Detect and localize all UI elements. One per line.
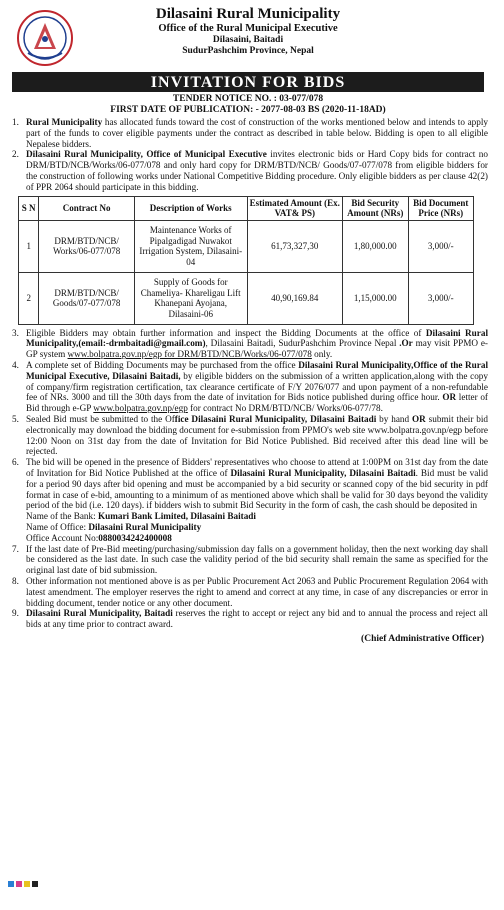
bank-name: Kumari Bank Limited, Dilasaini Baitadi <box>97 511 256 522</box>
signature-line: (Chief Administrative Officer) <box>361 633 484 644</box>
notice-item-3: 3. Eligible Bidders may obtain further information and inspect the Bidding Documents at the office of Dilasaini Rural Municipality,(email:-drmbaitadi@gmail.com), Dilasaini Baitadi, SudurPashchim Province Nepal .Or may visit PPMO e-GP system www.bolpatra.gov.np/egp for DRM/BTD/NCB/Works/06-077/078 only. <box>12 327 488 360</box>
notice-item-7: 7. If the last date of Pre-Bid meeting/purchasing/submission day falls on a government holiday, then the next working day shall be considered as the last date. In such case the validity period of the bid security shall remain the same as specified for the original last date of bid submission. <box>12 543 488 576</box>
table-cell: Supply of Goods for Chameliya- Khareligau Lift Khanepani Ayojana, Dilasaini-06 <box>134 272 247 324</box>
notice-item-9: 9. Dilasaini Rural Municipality, Baitadi reserves the right to accept or reject any bid and to annual the process and reject all bids at any time prior to contract award. <box>12 608 488 630</box>
notice-item-4: 4. A complete set of Bidding Documents may be purchased from the office Dilasaini Rural Municipality,Office of the Rural Municipal Executive, Dilasaini Baitadi, by eligible bidders on the submission of a written application,along with the copy of company/firm registration certification, tax clearance certificate of F/Y 2076/077 and upon payment of a non-refundable fee of NRs. 3000 and till the 30th days from the date of invitation for Bids notice published during office hour. OR letter of Bid through e-GP www.bolpatra.gov.np/egp for contract No DRM/BTD/NCB/ Works/06-077/78. <box>12 359 489 414</box>
table-cell: 3,000/- <box>408 220 474 272</box>
table-cell: 40,90,169.84 <box>247 272 343 324</box>
invitation-banner: INVITATION FOR BIDS <box>12 72 484 92</box>
column-header: Bid Security Amount (NRs) <box>343 196 408 220</box>
municipality-title: Dilasaini Rural Municipality <box>155 6 341 22</box>
bids-table <box>18 196 474 325</box>
notice-items <box>8 117 488 193</box>
notice-item-8: 8. Other information not mentioned above is as per Public Procurement Act 2063 and Public Procurement Regulation 2064 with latest amendment. The employer reserves the right to amend and correct at any time, in case of any discrepancies or error in bidding document, tender notice or any other document. <box>12 575 488 608</box>
column-header: Description of Works <box>134 196 247 220</box>
column-header: Estimated Amount (Ex. VAT& PS) <box>247 196 343 220</box>
table-header-row <box>19 196 474 220</box>
notice-item-1: 1. Rural Municipality has allocated funds toward the cost of construction of the works mentioned below and intends to apply part of the funds to cover eligible payments under the contract as described in table below. Bidding is open to all eligible Nepalese bidders. <box>12 117 488 149</box>
notice-item-2: 2. Dilasaini Rural Municipality, Office of Municipal Executive invites electronic bids or Hard Copy bids for contract no DRM/BTD/NCB/Works/06-077/078 and only hard copy for DRM/BTD/NCB/ Goods/07-077/078 from eligible bidders for the construction of following works under National Competitive Bidding procedure. Only eligible bidders as per clause 42(2) of PPR 2064 should participate in this bidding. <box>12 149 488 192</box>
table-row <box>19 272 474 324</box>
egp-link[interactable]: www.bolpatra.gov.np/egp for DRM/BTD/NCB/Works/06-077/078 <box>67 349 312 360</box>
nepal-emblem-icon <box>16 9 74 67</box>
table-row <box>19 220 474 272</box>
column-header: S N <box>19 196 39 220</box>
tender-notice-number: TENDER NOTICE NO. : 03-077/078 <box>172 94 324 104</box>
table-cell: Maintenance Works of Pipalgadigad Nuwakot Irrigation System, Dilasaini-04 <box>134 220 247 272</box>
bid-notice <box>8 4 488 644</box>
notice-item-6: 6. The bid will be opened in the presence of Bidders' representatives who choose to attend at 1:00PM on 31st day from the date of Invitation for Bid Notice Published at the office of Dilasaini Rural Municipality, Dilasaini Baitadi. Bid must be valid for a period 90 days after bid opening and must be accompanied by a bid security or scanned copy of the bid security in pdf format in case of e-bid, amounting to a minimum of as mentioned above which shall be valid for 30 days beyond the validity period of the bid (i.e. 120 days). if bidders wish to submit Bid Security in the form of cash, the cash should be deposited in Name of the Bank: Kumari Bank Limited, Dilasaini Baitadi Name of Office: Dilasaini Rural Municipality Office Account No:0880034242400008 <box>12 457 489 543</box>
column-header: Bid Document Price (NRs) <box>408 196 474 220</box>
table-cell: 3,000/- <box>408 272 474 324</box>
table-cell: DRM/BTD/NCB/ Works/06-077/078 <box>39 220 135 272</box>
table-cell: 2 <box>19 272 39 324</box>
notice-items-continued <box>8 328 488 630</box>
office-name-value: Dilasaini Rural Municipality <box>88 521 202 532</box>
account-number: 0880034242400008 <box>98 532 172 543</box>
table-cell: 61,73,327,30 <box>247 220 343 272</box>
office-name: Office of the Rural Municipal Executive <box>158 23 338 34</box>
notice-item-5: 5. Sealed Bid must be submitted to the Office Dilasaini Rural Municipality, Dilasaini Baitadi by hand OR submit their bid electronically may download the bidding document for e-submission from PPMO's web site www.bolpatra.gov.np/egp before 12:00 Noon on 31st day from the date of Invitation for Bid Notice Published. Bid received after this dead line will be rejected. <box>12 413 489 457</box>
table-cell: 1,80,000.00 <box>343 220 408 272</box>
table-cell: 1,15,000.00 <box>343 272 408 324</box>
table-cell: DRM/BTD/NCB/ Goods/07-077/078 <box>39 272 135 324</box>
office-location: Dilasaini, Baitadi <box>212 35 284 45</box>
egp-link[interactable]: www.bolpatra.gov.np/egp <box>93 403 188 414</box>
column-header: Contract No <box>39 196 135 220</box>
province-name: SudurPashchim Province, Nepal <box>182 46 314 56</box>
table-cell: 1 <box>19 220 39 272</box>
publication-date: FIRST DATE OF PUBLICATION: - 2077-08-03 BS (2020-11-18AD) <box>110 105 386 115</box>
color-marks-icon <box>6 878 46 890</box>
notice-header <box>8 6 488 70</box>
